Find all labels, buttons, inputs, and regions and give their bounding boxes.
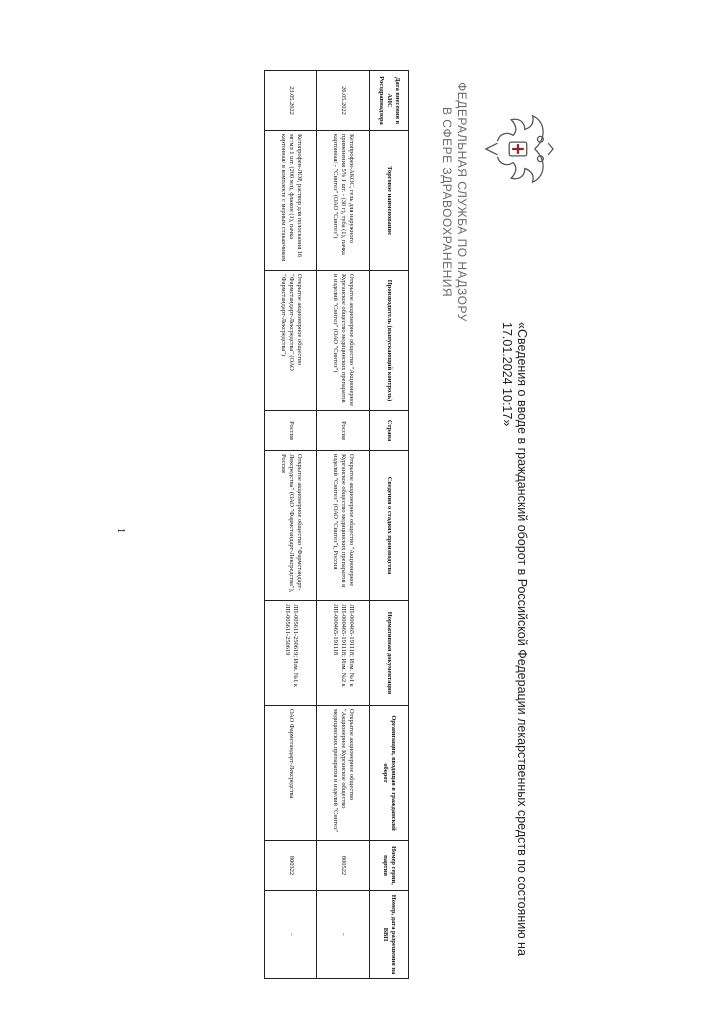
header-series: Номер серии, партии: [370, 841, 409, 891]
cell-trade-name: Кетопрофен-АКОС, гель для наружного применения 5% 1 шт. - (30 г), туба (1), пачка картонная/ - "Синтез" (ОАО "Синтез"): [317, 131, 370, 271]
cell-series: 800322: [265, 841, 318, 891]
cell-manufacturer: Открытое акционерное общество "Фармстандарт-Лексредства" (ОАО "Фармстандарт-Лексредства"): [265, 271, 318, 411]
document-heading: «Сведения о вводе в гражданский оборот в Российской Федерации лекарственных средств по состоянию на 17.01.2024 10:17»: [500, 322, 529, 956]
cell-manufacturer: Открытое акционерное общество "Акционерное Курганское общество медицинских препаратов и изделий "Синтез" (ОАО "Синтез"): [317, 271, 370, 411]
cell-country: Россия: [265, 411, 318, 451]
cell-normative: ЛП-000465-191118; Изм. №1 к ЛП-000465-191118; Изм. №2 к ЛП-000465-191118: [317, 601, 370, 706]
page-number: 1: [115, 528, 126, 533]
cell-series: 800522: [317, 841, 370, 891]
header-manufacturer: Производитель (выпускающий контроль): [370, 271, 409, 411]
table-row: [265, 71, 318, 979]
agency-name-line2: В СФЕРЕ ЗДРАВООХРАНЕНИЯ: [440, 106, 454, 298]
cell-date: 23.05.2022: [265, 71, 318, 131]
header-country: Страна: [370, 411, 409, 451]
cell-country: Россия: [317, 411, 370, 451]
header-trade-name: Торговое наименование: [370, 131, 409, 271]
cell-normative: ЛП-005611-250619; Изм. №1 к ЛП-005611-250619: [265, 601, 318, 706]
cell-organization: Открытое акционерное общество "Акционерное Курганское общество медицинских препаратов и изделий "Синтез": [317, 706, 370, 841]
cell-date: 26.05.2022: [317, 71, 370, 131]
cell-organization: ОАО Фармстандарт-Лексредства: [265, 706, 318, 841]
header-organization: Организация, вводящая в гражданский оборот: [370, 706, 409, 841]
registry-table: [264, 70, 409, 979]
agency-name: [439, 62, 469, 342]
cell-stages: Открытое акционерное общество "Фармстандарт-Лексредства" (ОАО "Фармстандарт-Лексредства"), Россия: [265, 451, 318, 601]
double-headed-eagle-emblem: [478, 110, 556, 188]
header-date: Дата внесения в АИС Росздравнадзора: [370, 71, 409, 131]
cell-permit: -: [265, 891, 318, 979]
cell-permit: -: [317, 891, 370, 979]
table-header-row: [370, 71, 409, 979]
cell-stages: Открытое акционерное общество "Акционерное Курганское общество медицинских препаратов и изделий "Синтез" (ОАО "Синтез"), Россия: [317, 451, 370, 601]
agency-name-line1: ФЕДЕРАЛЬНАЯ СЛУЖБА ПО НАДЗОРУ: [455, 82, 469, 322]
header-normative: Нормативная документация: [370, 601, 409, 706]
header-stages: Сведения о стадиях производства: [370, 451, 409, 601]
table-row: [317, 71, 370, 979]
cell-trade-name: Кетопрофен-ЛОР, раствор для полоскания 16 мг/мл 1 шт. (200 мл), флакон (1), пачка картонная/ в комплекте с мерным стаканчиком: [265, 131, 318, 271]
header-permit: Номер, дата разрешения на ВВП: [370, 891, 409, 979]
